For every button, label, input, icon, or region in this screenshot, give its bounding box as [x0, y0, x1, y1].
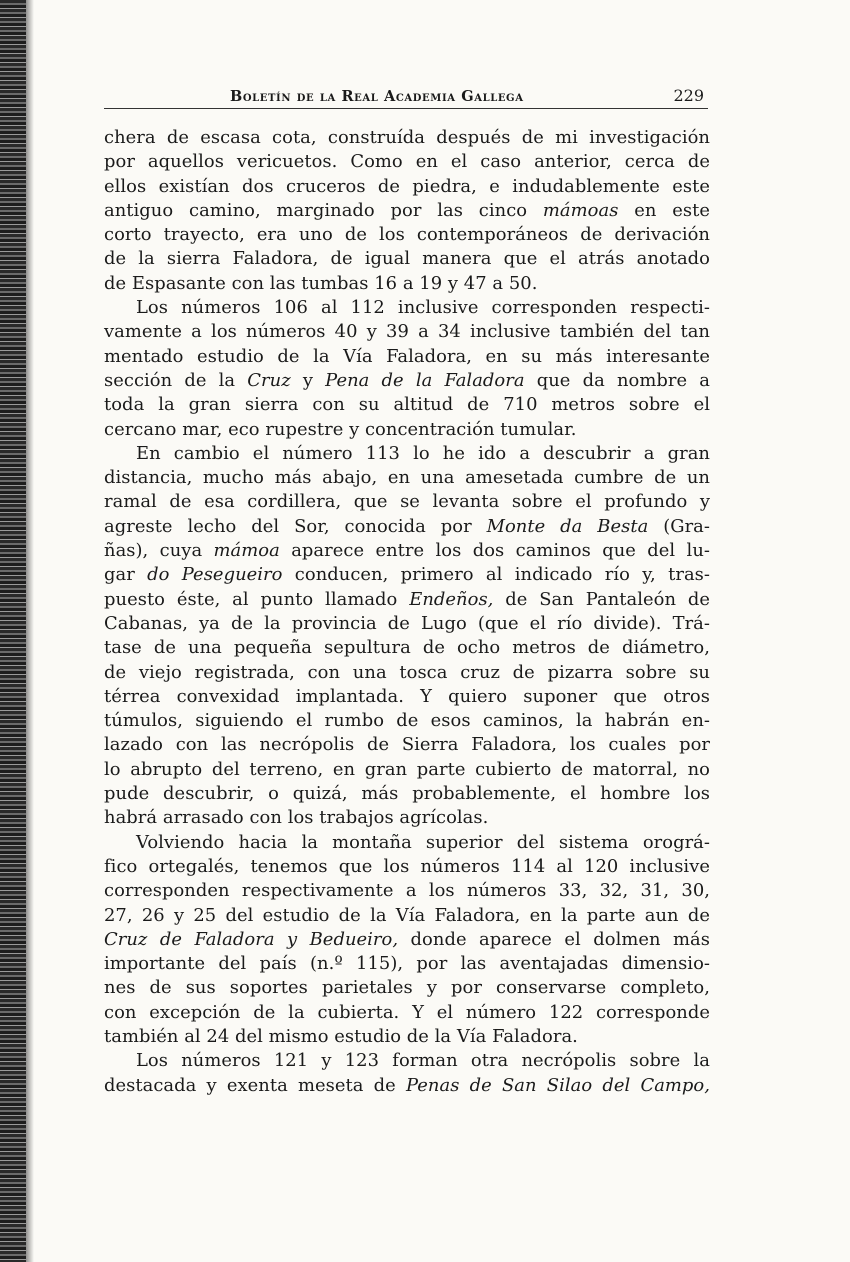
text-line: [104, 418, 710, 442]
text-segment: puesto éste, al punto llamado: [104, 588, 410, 610]
text-segment: antiguo camino, marginado por las cinco: [104, 199, 543, 221]
text-line: [104, 636, 710, 660]
text-segment: ñas), cuya: [104, 540, 214, 562]
text-segment: fico ortegalés, tenemos que los números 114 al 120 inclusive: [104, 855, 710, 877]
italic-text: Endeños,: [409, 588, 494, 610]
text-segment: 27, 26 y 25 del estudio de la Vía Faladora, en la parte aun de: [104, 904, 710, 926]
text-line: [104, 199, 710, 223]
text-line: [104, 733, 710, 757]
text-segment: aparece entre los dos caminos que del lu-: [279, 540, 710, 562]
text-line: [104, 442, 710, 466]
text-line: [104, 806, 710, 830]
text-line: [104, 831, 710, 855]
text-segment: corresponden respectivamente a los números 33, 32, 31, 30,: [104, 880, 710, 902]
text-segment: donde aparece el dolmen más: [398, 928, 710, 950]
text-line: [104, 223, 710, 247]
text-segment: por aquellos vericuetos. Como en el caso anterior, cerca de: [104, 151, 710, 173]
text-segment: tase de una pequeña sepultura de ocho metros de diámetro,: [104, 637, 710, 659]
book-binding-shadow: [0, 0, 26, 1262]
text-segment: importante del país (n.º 115), por las aventajadas dimensio-: [104, 953, 710, 975]
text-segment: gar: [104, 564, 148, 586]
text-line: [104, 539, 710, 563]
italic-text: mámoas: [542, 199, 619, 221]
italic-text: Pena de la Faladora: [325, 369, 525, 391]
text-segment: de viejo registrada, con una tosca cruz de pizarra sobre su: [104, 661, 710, 683]
text-segment: Cabanas, ya de la provincia de Lugo (que el río divide). Trá-: [104, 612, 710, 634]
text-line: [104, 393, 710, 417]
text-segment: Los números 106 al 112 inclusive corresponden respecti-: [136, 297, 710, 319]
text-segment: chera de escasa cota, construída después de mi investigación: [104, 127, 710, 148]
text-line: [104, 928, 710, 952]
text-line: [104, 976, 710, 1000]
text-line: [104, 296, 710, 320]
text-segment: sección de la: [104, 369, 248, 391]
text-line: [104, 1025, 710, 1049]
text-segment: ramal de esa cordillera, que se levanta sobre el profundo y: [104, 491, 710, 513]
running-title: Boletín de la Real Academia Gallega: [230, 88, 524, 105]
page-header: [104, 78, 708, 109]
text-line: [104, 782, 710, 806]
italic-text: Penas de San Silao del Campo,: [406, 1074, 710, 1096]
text-segment: ellos existían dos cruceros de piedra, e indudablemente este: [104, 175, 710, 197]
text-line: [104, 247, 710, 271]
text-line: [104, 466, 710, 490]
text-line: [104, 515, 710, 539]
text-line: [104, 563, 710, 587]
text-segment: lazado con las necrópolis de Sierra Faladora, los cuales por: [104, 734, 710, 756]
body-text: [104, 126, 710, 1098]
text-line: [104, 879, 710, 903]
text-segment: corto trayecto, era uno de los contemporáneos de derivación: [104, 224, 710, 246]
italic-text: Monte da Besta: [486, 515, 649, 537]
text-line: [104, 709, 710, 733]
text-segment: En cambio el número 113 lo he ido a descubrir a gran: [136, 442, 710, 464]
text-line: [104, 1049, 710, 1073]
italic-text: Cruz de Faladora y Bedueiro,: [104, 928, 399, 950]
text-line: [104, 612, 710, 636]
text-line: [104, 369, 710, 393]
text-line: [104, 904, 710, 928]
text-segment: con excepción de la cubierta. Y el número 122 corresponde: [104, 1001, 710, 1023]
text-segment: también al 24 del mismo estudio de la Vía Faladora.: [104, 1025, 578, 1047]
text-segment: conducen, primero al indicado río y, tras-: [282, 564, 710, 586]
text-segment: lo abrupto del terreno, en gran parte cubierto de matorral, no: [104, 758, 710, 780]
text-segment: térrea convexidad implantada. Y quiero suponer que otros: [104, 685, 710, 707]
text-segment: de Espasante con las tumbas 16 a 19 y 47 a 50.: [104, 272, 538, 294]
text-line: [104, 150, 710, 174]
text-segment: que da nombre a: [524, 369, 710, 391]
text-segment: túmulos, siguiendo el rumbo de esos caminos, la habrán en-: [104, 710, 710, 732]
text-segment: nes de sus soportes parietales y por conservarse completo,: [104, 977, 710, 999]
italic-text: mámoa: [213, 540, 280, 562]
text-segment: Los números 121 y 123 forman otra necrópolis sobre la: [136, 1050, 710, 1072]
text-line: [104, 661, 710, 685]
binding-edge-gradient: [26, 0, 34, 1262]
text-line: [104, 758, 710, 782]
text-segment: destacada y exenta meseta de: [104, 1074, 407, 1096]
text-segment: mentado estudio de la Vía Faladora, en su más interesante: [104, 345, 710, 367]
text-line: [104, 272, 710, 296]
italic-text: do Pesegueiro: [147, 564, 283, 586]
text-segment: pude descubrir, o quizá, más probablemente, el hombre los: [104, 783, 710, 805]
text-segment: y: [290, 369, 326, 391]
text-segment: (Gra-: [648, 515, 710, 537]
text-segment: de la sierra Faladora, de igual manera que el atrás anotado: [104, 248, 710, 270]
text-segment: en este: [618, 199, 710, 221]
text-line: [104, 175, 710, 199]
text-segment: toda la gran sierra con su altitud de 710 metros sobre el: [104, 394, 710, 416]
text-segment: de San Pantaleón de: [493, 588, 711, 610]
text-segment: habrá arrasado con los trabajos agrícolas.: [104, 807, 489, 829]
text-segment: vamente a los números 40 y 39 a 34 inclusive también del tan: [104, 321, 710, 343]
text-line: [104, 685, 710, 709]
text-segment: cercano mar, eco rupestre y concentración tumular.: [104, 418, 577, 440]
text-line: [104, 345, 710, 369]
page-number: 229: [673, 86, 704, 105]
text-line: [104, 126, 710, 150]
text-line: [104, 1001, 710, 1025]
text-segment: agreste lecho del Sor, conocida por: [104, 515, 487, 537]
text-segment: Volviendo hacia la montaña superior del sistema orográ-: [136, 831, 710, 853]
text-line: [104, 952, 710, 976]
text-segment: distancia, mucho más abajo, en una amesetada cumbre de un: [104, 467, 710, 489]
text-line: [104, 490, 710, 514]
text-line: [104, 320, 710, 344]
text-line: [104, 588, 710, 612]
text-line: [104, 1074, 710, 1098]
italic-text: Cruz: [247, 369, 291, 391]
text-line: [104, 855, 710, 879]
